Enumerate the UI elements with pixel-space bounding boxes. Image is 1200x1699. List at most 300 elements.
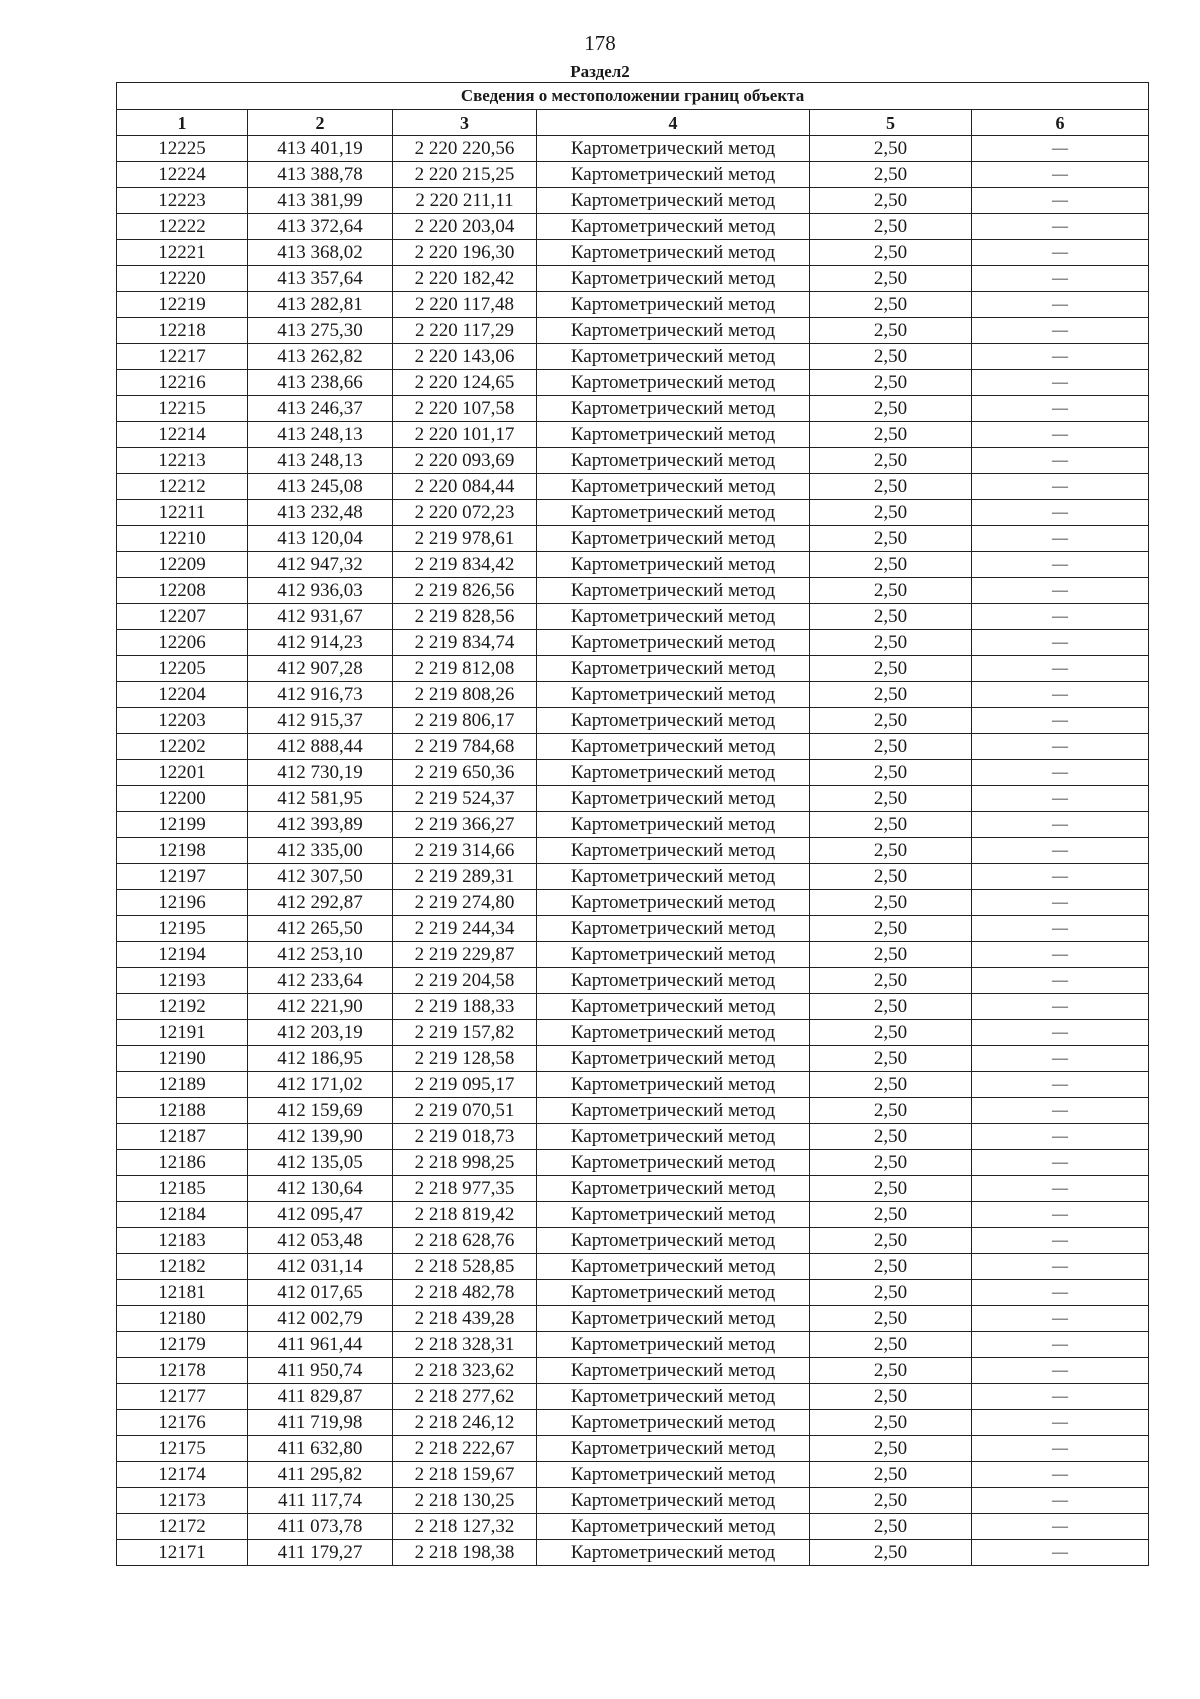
accuracy-cell: 2,50 <box>810 604 972 630</box>
note-cell: — <box>972 630 1149 656</box>
table-row <box>117 474 1149 500</box>
accuracy-cell: 2,50 <box>810 812 972 838</box>
point-number-cell: 12187 <box>117 1124 248 1150</box>
point-number-cell: 12202 <box>117 734 248 760</box>
note-cell: — <box>972 1020 1149 1046</box>
method-cell: Картометрический метод <box>537 942 810 968</box>
method-cell: Картометрический метод <box>537 786 810 812</box>
x-coordinate-cell: 412 221,90 <box>248 994 393 1020</box>
y-coordinate-cell: 2 219 157,82 <box>393 1020 537 1046</box>
table-row <box>117 292 1149 318</box>
note-cell: — <box>972 240 1149 266</box>
accuracy-cell: 2,50 <box>810 1358 972 1384</box>
table-row <box>117 240 1149 266</box>
accuracy-cell: 2,50 <box>810 188 972 214</box>
point-number-cell: 12204 <box>117 682 248 708</box>
table-row <box>117 1306 1149 1332</box>
table-row <box>117 942 1149 968</box>
point-number-cell: 12198 <box>117 838 248 864</box>
method-cell: Картометрический метод <box>537 1176 810 1202</box>
accuracy-cell: 2,50 <box>810 630 972 656</box>
column-header: 4 <box>537 110 810 136</box>
note-cell: — <box>972 968 1149 994</box>
point-number-cell: 12210 <box>117 526 248 552</box>
note-cell: — <box>972 1046 1149 1072</box>
point-number-cell: 12220 <box>117 266 248 292</box>
method-cell: Картометрический метод <box>537 708 810 734</box>
note-cell: — <box>972 474 1149 500</box>
y-coordinate-cell: 2 218 246,12 <box>393 1410 537 1436</box>
table-row <box>117 188 1149 214</box>
y-coordinate-cell: 2 220 084,44 <box>393 474 537 500</box>
table-row <box>117 1098 1149 1124</box>
y-coordinate-cell: 2 218 222,67 <box>393 1436 537 1462</box>
y-coordinate-cell: 2 218 323,62 <box>393 1358 537 1384</box>
x-coordinate-cell: 412 253,10 <box>248 942 393 968</box>
y-coordinate-cell: 2 220 093,69 <box>393 448 537 474</box>
table-row <box>117 1228 1149 1254</box>
method-cell: Картометрический метод <box>537 1436 810 1462</box>
table-row <box>117 838 1149 864</box>
x-coordinate-cell: 411 719,98 <box>248 1410 393 1436</box>
method-cell: Картометрический метод <box>537 318 810 344</box>
table-row <box>117 136 1149 162</box>
point-number-cell: 12178 <box>117 1358 248 1384</box>
point-number-cell: 12179 <box>117 1332 248 1358</box>
point-number-cell: 12176 <box>117 1410 248 1436</box>
point-number-cell: 12172 <box>117 1514 248 1540</box>
x-coordinate-cell: 412 265,50 <box>248 916 393 942</box>
y-coordinate-cell: 2 219 834,42 <box>393 552 537 578</box>
note-cell: — <box>972 1514 1149 1540</box>
x-coordinate-cell: 412 730,19 <box>248 760 393 786</box>
note-cell: — <box>972 578 1149 604</box>
accuracy-cell: 2,50 <box>810 1150 972 1176</box>
point-number-cell: 12184 <box>117 1202 248 1228</box>
x-coordinate-cell: 412 947,32 <box>248 552 393 578</box>
point-number-cell: 12207 <box>117 604 248 630</box>
method-cell: Картометрический метод <box>537 474 810 500</box>
note-cell: — <box>972 1358 1149 1384</box>
accuracy-cell: 2,50 <box>810 968 972 994</box>
note-cell: — <box>972 448 1149 474</box>
method-cell: Картометрический метод <box>537 344 810 370</box>
note-cell: — <box>972 136 1149 162</box>
x-coordinate-cell: 413 245,08 <box>248 474 393 500</box>
note-cell: — <box>972 604 1149 630</box>
point-number-cell: 12190 <box>117 1046 248 1072</box>
y-coordinate-cell: 2 218 198,38 <box>393 1540 537 1566</box>
table-caption: Сведения о местоположении границ объекта <box>117 83 1149 110</box>
table-row <box>117 344 1149 370</box>
method-cell: Картометрический метод <box>537 682 810 708</box>
accuracy-cell: 2,50 <box>810 786 972 812</box>
method-cell: Картометрический метод <box>537 1462 810 1488</box>
note-cell: — <box>972 344 1149 370</box>
x-coordinate-cell: 412 915,37 <box>248 708 393 734</box>
x-coordinate-cell: 413 232,48 <box>248 500 393 526</box>
method-cell: Картометрический метод <box>537 1072 810 1098</box>
x-coordinate-cell: 411 950,74 <box>248 1358 393 1384</box>
point-number-cell: 12200 <box>117 786 248 812</box>
x-coordinate-cell: 412 002,79 <box>248 1306 393 1332</box>
accuracy-cell: 2,50 <box>810 734 972 760</box>
y-coordinate-cell: 2 220 211,11 <box>393 188 537 214</box>
point-number-cell: 12175 <box>117 1436 248 1462</box>
column-header: 6 <box>972 110 1149 136</box>
y-coordinate-cell: 2 220 215,25 <box>393 162 537 188</box>
y-coordinate-cell: 2 218 819,42 <box>393 1202 537 1228</box>
point-number-cell: 12194 <box>117 942 248 968</box>
table-caption-row <box>117 83 1149 110</box>
method-cell: Картометрический метод <box>537 838 810 864</box>
note-cell: — <box>972 188 1149 214</box>
note-cell: — <box>972 942 1149 968</box>
table-row <box>117 578 1149 604</box>
x-coordinate-cell: 413 275,30 <box>248 318 393 344</box>
table-row <box>117 396 1149 422</box>
accuracy-cell: 2,50 <box>810 344 972 370</box>
point-number-cell: 12225 <box>117 136 248 162</box>
table-row <box>117 448 1149 474</box>
x-coordinate-cell: 412 130,64 <box>248 1176 393 1202</box>
y-coordinate-cell: 2 220 203,04 <box>393 214 537 240</box>
table-row <box>117 318 1149 344</box>
point-number-cell: 12188 <box>117 1098 248 1124</box>
note-cell: — <box>972 1410 1149 1436</box>
column-header-row <box>117 110 1149 136</box>
method-cell: Картометрический метод <box>537 760 810 786</box>
x-coordinate-cell: 412 307,50 <box>248 864 393 890</box>
table-row <box>117 1020 1149 1046</box>
x-coordinate-cell: 412 139,90 <box>248 1124 393 1150</box>
accuracy-cell: 2,50 <box>810 500 972 526</box>
y-coordinate-cell: 2 218 159,67 <box>393 1462 537 1488</box>
accuracy-cell: 2,50 <box>810 1046 972 1072</box>
method-cell: Картометрический метод <box>537 292 810 318</box>
y-coordinate-cell: 2 218 277,62 <box>393 1384 537 1410</box>
y-coordinate-cell: 2 218 977,35 <box>393 1176 537 1202</box>
method-cell: Картометрический метод <box>537 1280 810 1306</box>
method-cell: Картометрический метод <box>537 812 810 838</box>
accuracy-cell: 2,50 <box>810 214 972 240</box>
x-coordinate-cell: 413 381,99 <box>248 188 393 214</box>
point-number-cell: 12180 <box>117 1306 248 1332</box>
accuracy-cell: 2,50 <box>810 240 972 266</box>
y-coordinate-cell: 2 219 095,17 <box>393 1072 537 1098</box>
method-cell: Картометрический метод <box>537 1228 810 1254</box>
accuracy-cell: 2,50 <box>810 708 972 734</box>
y-coordinate-cell: 2 219 188,33 <box>393 994 537 1020</box>
note-cell: — <box>972 890 1149 916</box>
x-coordinate-cell: 411 117,74 <box>248 1488 393 1514</box>
note-cell: — <box>972 1540 1149 1566</box>
table-row <box>117 890 1149 916</box>
point-number-cell: 12212 <box>117 474 248 500</box>
accuracy-cell: 2,50 <box>810 1176 972 1202</box>
x-coordinate-cell: 413 357,64 <box>248 266 393 292</box>
y-coordinate-cell: 2 219 289,31 <box>393 864 537 890</box>
accuracy-cell: 2,50 <box>810 266 972 292</box>
point-number-cell: 12191 <box>117 1020 248 1046</box>
note-cell: — <box>972 422 1149 448</box>
method-cell: Картометрический метод <box>537 734 810 760</box>
method-cell: Картометрический метод <box>537 630 810 656</box>
x-coordinate-cell: 413 401,19 <box>248 136 393 162</box>
table-row <box>117 1488 1149 1514</box>
point-number-cell: 12192 <box>117 994 248 1020</box>
method-cell: Картометрический метод <box>537 1540 810 1566</box>
table-row <box>117 1150 1149 1176</box>
method-cell: Картометрический метод <box>537 890 810 916</box>
accuracy-cell: 2,50 <box>810 1488 972 1514</box>
x-coordinate-cell: 412 931,67 <box>248 604 393 630</box>
y-coordinate-cell: 2 219 244,34 <box>393 916 537 942</box>
point-number-cell: 12216 <box>117 370 248 396</box>
note-cell: — <box>972 1202 1149 1228</box>
y-coordinate-cell: 2 219 784,68 <box>393 734 537 760</box>
y-coordinate-cell: 2 219 812,08 <box>393 656 537 682</box>
accuracy-cell: 2,50 <box>810 1462 972 1488</box>
note-cell: — <box>972 1280 1149 1306</box>
point-number-cell: 12218 <box>117 318 248 344</box>
table-row <box>117 708 1149 734</box>
table-row <box>117 1202 1149 1228</box>
note-cell: — <box>972 1384 1149 1410</box>
point-number-cell: 12205 <box>117 656 248 682</box>
accuracy-cell: 2,50 <box>810 1124 972 1150</box>
y-coordinate-cell: 2 219 314,66 <box>393 838 537 864</box>
x-coordinate-cell: 412 017,65 <box>248 1280 393 1306</box>
x-coordinate-cell: 412 186,95 <box>248 1046 393 1072</box>
note-cell: — <box>972 1150 1149 1176</box>
accuracy-cell: 2,50 <box>810 1332 972 1358</box>
accuracy-cell: 2,50 <box>810 526 972 552</box>
accuracy-cell: 2,50 <box>810 1384 972 1410</box>
table-row <box>117 1410 1149 1436</box>
accuracy-cell: 2,50 <box>810 994 972 1020</box>
x-coordinate-cell: 412 171,02 <box>248 1072 393 1098</box>
method-cell: Картометрический метод <box>537 266 810 292</box>
table-row <box>117 916 1149 942</box>
y-coordinate-cell: 2 220 143,06 <box>393 344 537 370</box>
note-cell: — <box>972 994 1149 1020</box>
note-cell: — <box>972 1436 1149 1462</box>
table-row <box>117 1280 1149 1306</box>
note-cell: — <box>972 1228 1149 1254</box>
point-number-cell: 12223 <box>117 188 248 214</box>
x-coordinate-cell: 412 907,28 <box>248 656 393 682</box>
x-coordinate-cell: 412 135,05 <box>248 1150 393 1176</box>
point-number-cell: 12222 <box>117 214 248 240</box>
method-cell: Картометрический метод <box>537 578 810 604</box>
accuracy-cell: 2,50 <box>810 292 972 318</box>
note-cell: — <box>972 838 1149 864</box>
table-row <box>117 1254 1149 1280</box>
x-coordinate-cell: 413 282,81 <box>248 292 393 318</box>
section-label: Раздел2 <box>570 62 630 81</box>
accuracy-cell: 2,50 <box>810 656 972 682</box>
method-cell: Картометрический метод <box>537 1358 810 1384</box>
accuracy-cell: 2,50 <box>810 552 972 578</box>
y-coordinate-cell: 2 219 018,73 <box>393 1124 537 1150</box>
accuracy-cell: 2,50 <box>810 578 972 604</box>
method-cell: Картометрический метод <box>537 1020 810 1046</box>
x-coordinate-cell: 413 248,13 <box>248 422 393 448</box>
note-cell: — <box>972 708 1149 734</box>
note-cell: — <box>972 786 1149 812</box>
note-cell: — <box>972 864 1149 890</box>
x-coordinate-cell: 411 961,44 <box>248 1332 393 1358</box>
note-cell: — <box>972 682 1149 708</box>
accuracy-cell: 2,50 <box>810 942 972 968</box>
method-cell: Картометрический метод <box>537 448 810 474</box>
table-row <box>117 1462 1149 1488</box>
x-coordinate-cell: 412 233,64 <box>248 968 393 994</box>
note-cell: — <box>972 318 1149 344</box>
x-coordinate-cell: 412 095,47 <box>248 1202 393 1228</box>
note-cell: — <box>972 370 1149 396</box>
point-number-cell: 12199 <box>117 812 248 838</box>
table-row <box>117 1540 1149 1566</box>
point-number-cell: 12174 <box>117 1462 248 1488</box>
method-cell: Картометрический метод <box>537 370 810 396</box>
accuracy-cell: 2,50 <box>810 448 972 474</box>
note-cell: — <box>972 1176 1149 1202</box>
table-row <box>117 1046 1149 1072</box>
x-coordinate-cell: 412 203,19 <box>248 1020 393 1046</box>
method-cell: Картометрический метод <box>537 968 810 994</box>
x-coordinate-cell: 412 292,87 <box>248 890 393 916</box>
x-coordinate-cell: 412 581,95 <box>248 786 393 812</box>
accuracy-cell: 2,50 <box>810 890 972 916</box>
table-row <box>117 1332 1149 1358</box>
point-number-cell: 12215 <box>117 396 248 422</box>
x-coordinate-cell: 413 246,37 <box>248 396 393 422</box>
method-cell: Картометрический метод <box>537 1098 810 1124</box>
column-header: 2 <box>248 110 393 136</box>
y-coordinate-cell: 2 218 628,76 <box>393 1228 537 1254</box>
page-number: 178 <box>584 31 616 55</box>
method-cell: Картометрический метод <box>537 1332 810 1358</box>
point-number-cell: 12211 <box>117 500 248 526</box>
table-row <box>117 1436 1149 1462</box>
note-cell: — <box>972 266 1149 292</box>
y-coordinate-cell: 2 219 834,74 <box>393 630 537 656</box>
note-cell: — <box>972 396 1149 422</box>
accuracy-cell: 2,50 <box>810 318 972 344</box>
accuracy-cell: 2,50 <box>810 1202 972 1228</box>
y-coordinate-cell: 2 219 204,58 <box>393 968 537 994</box>
x-coordinate-cell: 411 073,78 <box>248 1514 393 1540</box>
table-row <box>117 760 1149 786</box>
note-cell: — <box>972 916 1149 942</box>
note-cell: — <box>972 526 1149 552</box>
y-coordinate-cell: 2 220 196,30 <box>393 240 537 266</box>
method-cell: Картометрический метод <box>537 1046 810 1072</box>
x-coordinate-cell: 412 888,44 <box>248 734 393 760</box>
table-row <box>117 526 1149 552</box>
x-coordinate-cell: 412 393,89 <box>248 812 393 838</box>
y-coordinate-cell: 2 218 528,85 <box>393 1254 537 1280</box>
x-coordinate-cell: 412 936,03 <box>248 578 393 604</box>
x-coordinate-cell: 413 262,82 <box>248 344 393 370</box>
note-cell: — <box>972 1254 1149 1280</box>
y-coordinate-cell: 2 220 117,29 <box>393 318 537 344</box>
x-coordinate-cell: 412 053,48 <box>248 1228 393 1254</box>
note-cell: — <box>972 734 1149 760</box>
point-number-cell: 12208 <box>117 578 248 604</box>
table-row <box>117 500 1149 526</box>
x-coordinate-cell: 413 388,78 <box>248 162 393 188</box>
method-cell: Картометрический метод <box>537 552 810 578</box>
accuracy-cell: 2,50 <box>810 1280 972 1306</box>
point-number-cell: 12195 <box>117 916 248 942</box>
y-coordinate-cell: 2 219 828,56 <box>393 604 537 630</box>
y-coordinate-cell: 2 218 482,78 <box>393 1280 537 1306</box>
table-row <box>117 812 1149 838</box>
note-cell: — <box>972 162 1149 188</box>
table-row <box>117 1514 1149 1540</box>
accuracy-cell: 2,50 <box>810 474 972 500</box>
y-coordinate-cell: 2 219 274,80 <box>393 890 537 916</box>
method-cell: Картометрический метод <box>537 656 810 682</box>
note-cell: — <box>972 552 1149 578</box>
method-cell: Картометрический метод <box>537 526 810 552</box>
method-cell: Картометрический метод <box>537 1488 810 1514</box>
accuracy-cell: 2,50 <box>810 162 972 188</box>
table-row <box>117 1124 1149 1150</box>
accuracy-cell: 2,50 <box>810 396 972 422</box>
accuracy-cell: 2,50 <box>810 370 972 396</box>
accuracy-cell: 2,50 <box>810 838 972 864</box>
table-row <box>117 630 1149 656</box>
point-number-cell: 12185 <box>117 1176 248 1202</box>
note-cell: — <box>972 812 1149 838</box>
point-number-cell: 12193 <box>117 968 248 994</box>
method-cell: Картометрический метод <box>537 422 810 448</box>
note-cell: — <box>972 214 1149 240</box>
table-row <box>117 422 1149 448</box>
accuracy-cell: 2,50 <box>810 1254 972 1280</box>
point-number-cell: 12181 <box>117 1280 248 1306</box>
table-body <box>117 136 1149 1566</box>
note-cell: — <box>972 1332 1149 1358</box>
y-coordinate-cell: 2 220 182,42 <box>393 266 537 292</box>
accuracy-cell: 2,50 <box>810 916 972 942</box>
method-cell: Картометрический метод <box>537 1306 810 1332</box>
x-coordinate-cell: 411 179,27 <box>248 1540 393 1566</box>
point-number-cell: 12209 <box>117 552 248 578</box>
y-coordinate-cell: 2 220 101,17 <box>393 422 537 448</box>
table-row <box>117 968 1149 994</box>
y-coordinate-cell: 2 218 127,32 <box>393 1514 537 1540</box>
accuracy-cell: 2,50 <box>810 1514 972 1540</box>
method-cell: Картометрический метод <box>537 1410 810 1436</box>
y-coordinate-cell: 2 219 070,51 <box>393 1098 537 1124</box>
accuracy-cell: 2,50 <box>810 1410 972 1436</box>
y-coordinate-cell: 2 219 808,26 <box>393 682 537 708</box>
x-coordinate-cell: 413 372,64 <box>248 214 393 240</box>
point-number-cell: 12224 <box>117 162 248 188</box>
point-number-cell: 12197 <box>117 864 248 890</box>
x-coordinate-cell: 413 248,13 <box>248 448 393 474</box>
point-number-cell: 12189 <box>117 1072 248 1098</box>
x-coordinate-cell: 413 120,04 <box>248 526 393 552</box>
y-coordinate-cell: 2 219 806,17 <box>393 708 537 734</box>
method-cell: Картометрический метод <box>537 136 810 162</box>
y-coordinate-cell: 2 218 328,31 <box>393 1332 537 1358</box>
